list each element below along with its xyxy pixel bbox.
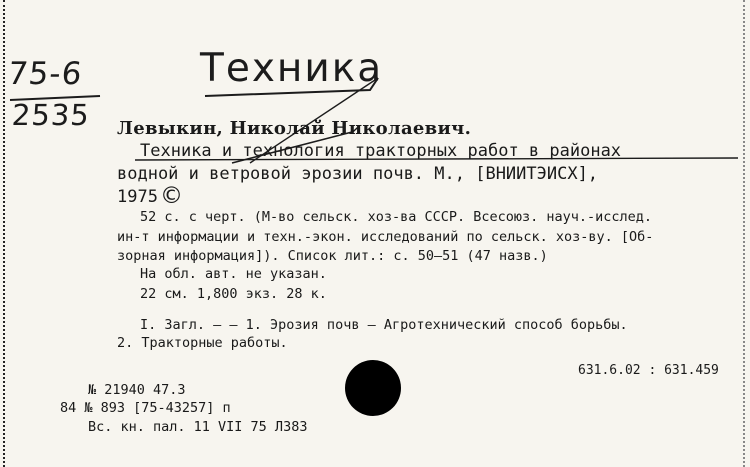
- pub-year: 1975: [117, 187, 158, 207]
- note-line-1: На обл. авт. не указан.: [140, 266, 327, 282]
- title-line-1: Техника и технология тракторных работ в районах: [140, 141, 622, 161]
- description-line-3: зорная информация]). Список лит.: с. 50—51 (47 назв.): [117, 248, 548, 264]
- registration-line-1: № 21940 47.3: [88, 382, 186, 398]
- title-line-2: водной и ветровой эрозии почв. М., [ВНИИТЭИСХ],: [117, 164, 599, 184]
- handwritten-code-bottom: 2535: [10, 98, 92, 132]
- note-line-2: 22 см. 1,800 экз. 28 к.: [140, 286, 327, 302]
- udc-index: 631.6.02 : 631.459: [578, 363, 719, 378]
- description-line-2: ин-т информации и техн.-экон. исследований по сельск. хоз-ву. [Об-: [117, 229, 654, 245]
- registration-line-2: 84 № 893 [75-43257] п: [60, 400, 231, 416]
- handwritten-subject: Техника: [200, 46, 384, 91]
- subjects-line-2: 2. Тракторные работы.: [117, 335, 288, 351]
- handwritten-code-top: 75-6: [6, 56, 85, 92]
- author-heading: Левыкин, Николай Николаевич.: [117, 118, 472, 139]
- registration-line-3: Вс. кн. пал. 11 VII 75 Л383: [88, 419, 308, 435]
- subjects-line-1: I. Загл. — — 1. Эрозия почв — Агротехнический способ борьбы.: [140, 317, 628, 333]
- card-punch-hole: [345, 360, 401, 416]
- description-line-1: 52 с. с черт. (М-во сельск. хоз-ва СССР. Всесоюз. науч.-исслед.: [140, 209, 653, 225]
- copyright-mark: ©: [160, 183, 183, 209]
